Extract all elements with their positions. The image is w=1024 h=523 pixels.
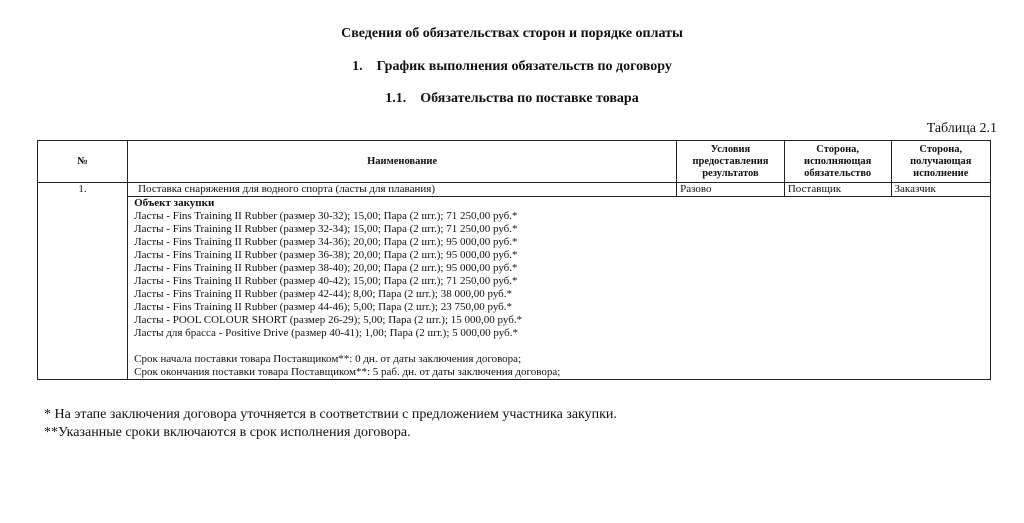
list-item: Ласты - Fins Training II Rubber (размер 40-42); 15,00; Пара (2 шт.); 71 250,00 руб.* xyxy=(134,275,518,287)
table-header-row xyxy=(38,141,991,183)
object-details xyxy=(128,197,991,380)
list-item: Ласты - Fins Training II Rubber (размер 32-34); 15,00; Пара (2 шт.); 71 250,00 руб.* xyxy=(134,223,518,235)
list-item: Ласты - Fins Training II Rubber (размер 36-38); 20,00; Пара (2 шт.); 95 000,00 руб.* xyxy=(134,249,518,261)
header-performer: Сторона, исполняющая обязательство xyxy=(784,141,891,183)
list-item: Ласты для брасса - Positive Drive (размер 40-41); 1,00; Пара (2 шт.); 5 000,00 руб.* xyxy=(134,327,518,339)
row-receiver: Заказчик xyxy=(891,183,990,197)
footnote-1: * На этапе заключения договора уточняется в соответствии с предложением участника закупки. xyxy=(44,407,617,422)
subsection-title: Обязательства по поставке товара xyxy=(420,91,639,106)
subsection-number: 1.1. xyxy=(385,91,407,106)
row-number: 1. xyxy=(38,183,128,380)
footnote-2: **Указанные сроки включаются в срок исполнения договора. xyxy=(44,425,411,440)
row-name: Поставка снаряжения для водного спорта (ласты для плавания) xyxy=(128,183,677,197)
table-row xyxy=(38,183,991,197)
spacer xyxy=(134,340,987,353)
section-title: График выполнения обязательств по договору xyxy=(376,59,672,74)
term-start: Срок начала поставки товара Поставщиком**: 0 дн. от даты заключения договора; xyxy=(134,353,522,365)
object-title: Объект закупки xyxy=(134,197,215,209)
section-number: 1. xyxy=(352,59,363,74)
obligations-table xyxy=(37,140,991,380)
list-item: Ласты - Fins Training II Rubber (размер 42-44); 8,00; Пара (2 шт.); 38 000,00 руб.* xyxy=(134,288,513,300)
table-row-detail xyxy=(38,197,991,380)
list-item: Ласты - Fins Training II Rubber (размер 38-40); 20,00; Пара (2 шт.); 95 000,00 руб.* xyxy=(134,262,518,274)
list-item: Ласты - POOL COLOUR SHORT (размер 26-29); 5,00; Пара (2 шт.); 15 000,00 руб.* xyxy=(134,314,523,326)
document-title: Сведения об обязательствах сторон и порядке оплаты xyxy=(341,26,683,41)
section-heading xyxy=(0,59,1024,75)
item-list xyxy=(134,210,987,379)
header-conditions: Условия предоставления результатов xyxy=(677,141,785,183)
row-performer: Поставщик xyxy=(784,183,891,197)
table-caption: Таблица 2.1 xyxy=(926,121,997,136)
header-num: № xyxy=(38,141,128,183)
list-item: Ласты - Fins Training II Rubber (размер 44-46); 5,00; Пара (2 шт.); 23 750,00 руб.* xyxy=(134,301,513,313)
list-item: Ласты - Fins Training II Rubber (размер 30-32); 15,00; Пара (2 шт.); 71 250,00 руб.* xyxy=(134,210,518,222)
subsection-heading xyxy=(0,91,1024,107)
list-item: Ласты - Fins Training II Rubber (размер 34-36); 20,00; Пара (2 шт.); 95 000,00 руб.* xyxy=(134,236,518,248)
header-name: Наименование xyxy=(128,141,677,183)
header-receiver: Сторона, получающая исполнение xyxy=(891,141,990,183)
term-end: Срок окончания поставки товара Поставщиком**: 5 раб. дн. от даты заключения договора; xyxy=(134,366,561,378)
row-conditions: Разово xyxy=(677,183,785,197)
